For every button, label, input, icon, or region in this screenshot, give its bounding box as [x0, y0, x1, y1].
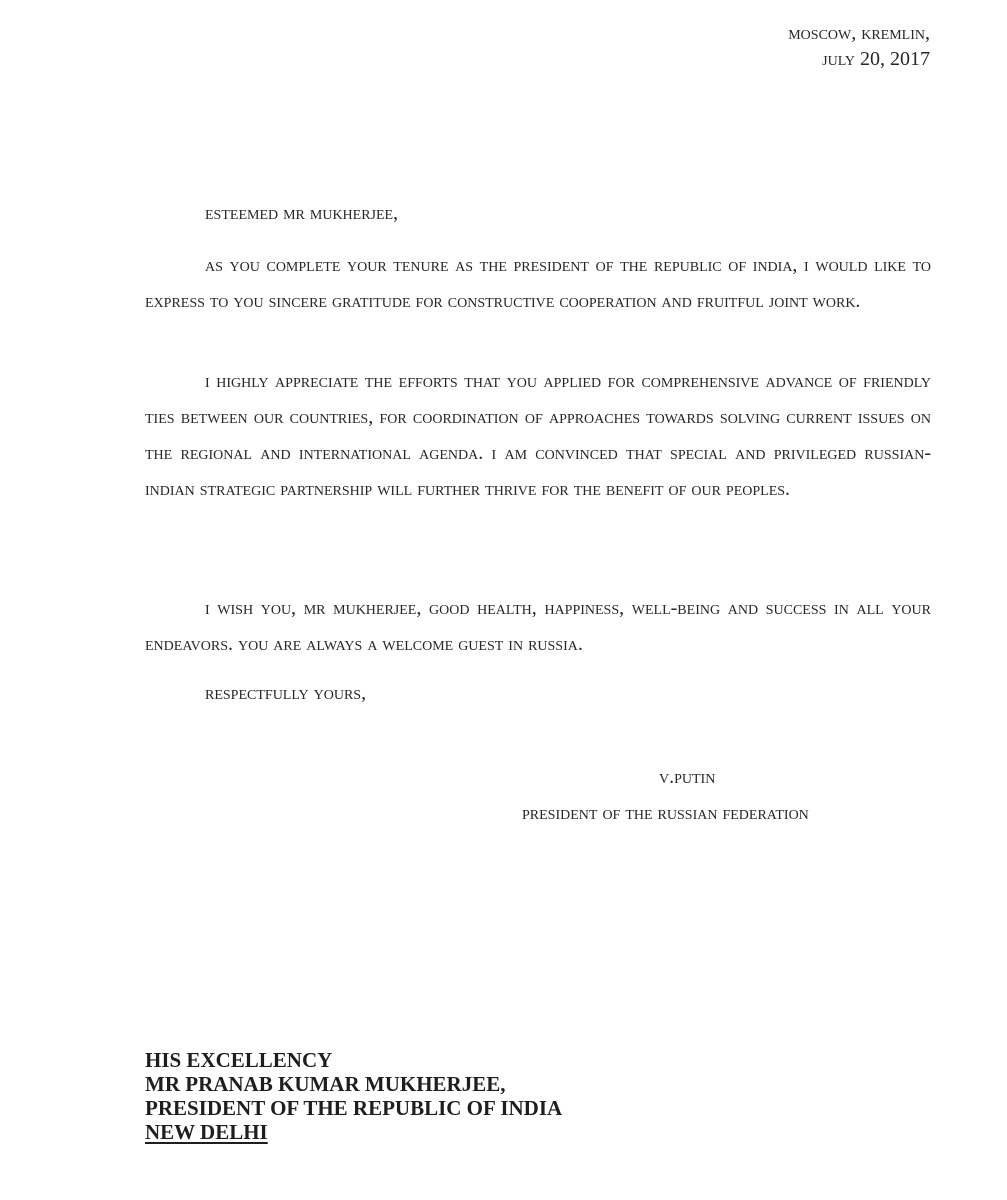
recipient-city: NEW DELHI [145, 1120, 268, 1144]
signer-title: president of the russian federation [522, 802, 809, 824]
signer-name: v.putin [659, 766, 716, 788]
body-paragraph-2: i highly appreciate the efforts that you applied for comprehensive advance of friendly ties between our countries, for coordination of approaches towards solving current issues on the regional and international agenda. i am convinced that special and privileged russian-indian strategic partnership will further thrive for the benefit of our peoples. [145, 370, 931, 500]
body-paragraph-1: as you complete your tenure as the president of the republic of india, i would like to express to you sincere gratitude for constructive cooperation and fruitful joint work. [145, 254, 931, 312]
recipient-honorific: HIS EXCELLENCY [145, 1048, 333, 1072]
closing: respectfully yours, [205, 682, 367, 704]
place-date-block [788, 20, 930, 72]
recipient-address [145, 1048, 562, 1144]
recipient-name: MR PRANAB KUMAR MUKHERJEE, [145, 1072, 506, 1096]
recipient-title: PRESIDENT OF THE REPUBLIC OF INDIA [145, 1096, 563, 1120]
letter-date: july 20, 2017 [822, 48, 930, 70]
body-paragraph-3: i wish you, mr mukherjee, good health, happiness, well-being and success in all your endeavors. you are always a welcome guest in russia. [145, 597, 931, 655]
salutation: esteemed mr mukherjee, [205, 202, 399, 224]
letter-place: moscow, kremlin, [788, 22, 930, 44]
